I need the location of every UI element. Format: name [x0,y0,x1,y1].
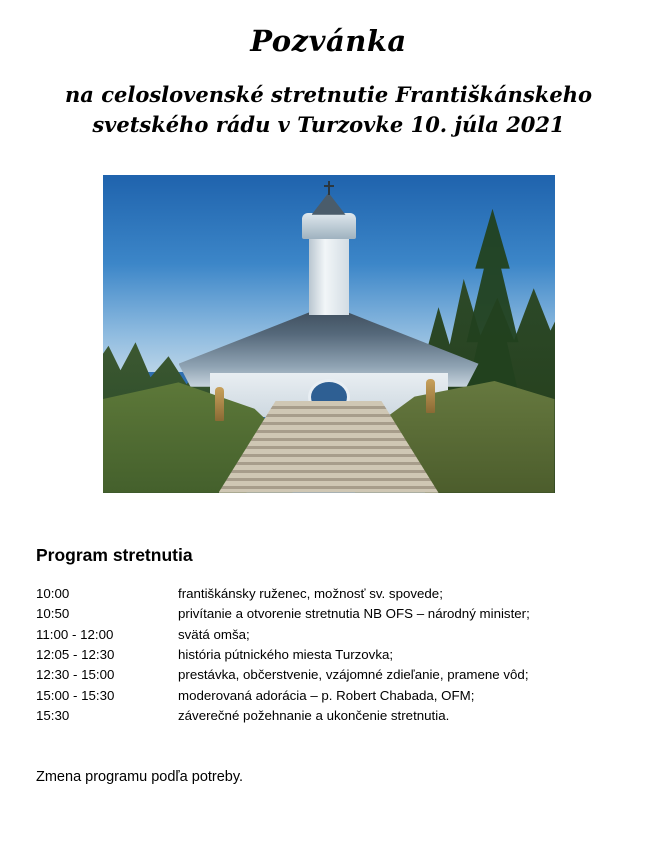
table-row [36,625,530,645]
program-time: 10:50 [36,606,70,622]
page-title: Pozvánka [250,24,407,58]
program-activity: františkánsky ruženec, možnosť sv. spovede; [178,585,443,601]
page-subtitle-line-1: na celoslovenské stretnutie Františkánskeho [65,81,592,107]
program-section [0,545,657,727]
program-time: 12:05 - 12:30 [36,646,115,662]
program-heading: Program stretnutia [36,544,193,565]
program-activity: svätá omša; [178,626,250,642]
program-activity: história pútnického miesta Turzovka; [178,646,394,662]
pilgrimage-church-photo [103,175,555,493]
program-activity: moderovaná adorácia – p. Robert Chabada, OFM; [178,687,475,703]
program-time: 11:00 - 12:00 [36,626,114,642]
program-time: 10:00 [36,585,70,601]
cross-icon [328,181,330,195]
page-subtitle-line-2: svetského rádu v Turzovke 10. júla 2021 [92,112,565,138]
program-time: 15:00 - 15:30 [36,687,115,703]
table-row [36,645,530,665]
table-row [36,604,530,624]
program-time: 12:30 - 15:00 [36,667,115,683]
table-row [36,706,530,726]
church-tower [309,237,349,315]
program-table-body [36,584,530,727]
statue-left [215,387,224,421]
page-subtitle [49,80,609,141]
program-activity: privítanie a otvorenie stretnutia NB OFS – národný minister; [178,606,530,622]
program-activity: záverečné požehnanie a ukončenie stretnutia. [178,708,450,724]
table-row [36,686,530,706]
table-row [36,584,530,604]
statue-right [426,379,435,413]
church-tower-lantern [302,213,356,239]
program-footnote: Zmena programu podľa potreby. [36,768,244,785]
program-time: 15:30 [36,708,70,724]
title-block [0,0,657,141]
program-table [36,584,530,727]
program-activity: prestávka, občerstvenie, vzájomné zdieľanie, pramene vôd; [178,667,529,683]
table-row [36,665,530,685]
photo-container [0,175,657,493]
